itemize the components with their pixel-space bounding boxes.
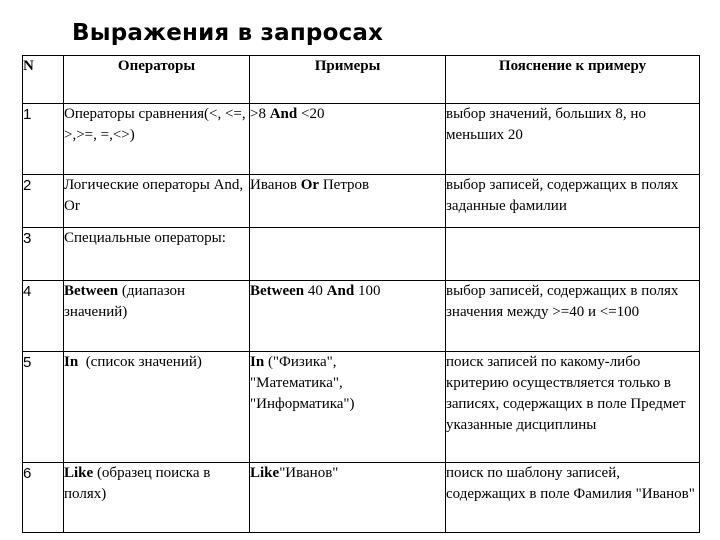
- example-text: "Иванов": [279, 465, 339, 481]
- operator-cell: [64, 175, 250, 228]
- example-keyword: Between: [250, 283, 305, 299]
- operator-cell: [64, 228, 250, 281]
- explanation-cell: выбор записей, содержащих в полях заданные фамилии: [446, 175, 700, 228]
- example-text: <20: [297, 106, 325, 122]
- row-number: 6: [23, 463, 64, 533]
- example-text: "Математика",: [250, 375, 343, 391]
- table-row: [23, 175, 700, 228]
- table-row: [23, 463, 700, 533]
- operator-cell: [64, 352, 250, 463]
- row-number: 5: [23, 352, 64, 463]
- operator-text: Специальные операторы:: [64, 230, 226, 246]
- example-text: 40: [304, 283, 327, 299]
- example-cell: [250, 228, 446, 281]
- example-cell: [250, 104, 446, 175]
- operator-text: (диапазон значений): [64, 283, 186, 320]
- operator-text: Логические операторы And, Or: [64, 177, 244, 214]
- operator-cell: [64, 281, 250, 352]
- example-text: >8: [250, 106, 270, 122]
- example-keyword: And: [269, 106, 298, 122]
- header-examples: Примеры: [250, 56, 446, 104]
- operator-keyword: Between: [64, 283, 119, 299]
- header-n: N: [23, 56, 64, 104]
- table-row: [23, 228, 700, 281]
- explanation-cell: выбор записей, содержащих в полях значения между >=40 и <=100: [446, 281, 700, 352]
- example-text: Петров: [319, 177, 370, 193]
- example-keyword: In: [250, 354, 265, 370]
- operator-keyword: Like: [64, 465, 94, 481]
- example-keyword: Like: [250, 465, 280, 481]
- operator-cell: [64, 463, 250, 533]
- row-number: 4: [23, 281, 64, 352]
- operator-text: (образец поиска в полях): [64, 465, 211, 502]
- example-text: "Информатика"): [250, 396, 355, 412]
- header-operators: Операторы: [64, 56, 250, 104]
- example-cell: [250, 281, 446, 352]
- table-row: [23, 281, 700, 352]
- slide-title: Выражения в запросах: [72, 20, 384, 46]
- table-header-row: [23, 56, 700, 104]
- row-number: 1: [23, 104, 64, 175]
- operators-table: [22, 55, 700, 533]
- example-text: ("Физика",: [264, 354, 337, 370]
- example-cell: [250, 352, 446, 463]
- example-text: 100: [354, 283, 381, 299]
- table-row: [23, 104, 700, 175]
- example-cell: [250, 463, 446, 533]
- operator-text: (список значений): [78, 354, 202, 370]
- row-number: 3: [23, 228, 64, 281]
- operator-keyword: In: [64, 354, 79, 370]
- table-row: [23, 352, 700, 463]
- explanation-cell: поиск записей по какому-либо критерию осуществляется только в записях, содержащих в поле Предмет указанные дисциплины: [446, 352, 700, 463]
- example-cell: [250, 175, 446, 228]
- header-explanation: Пояснение к примеру: [446, 56, 700, 104]
- explanation-cell: выбор значений, больших 8, но меньших 20: [446, 104, 700, 175]
- example-text: Иванов: [250, 177, 301, 193]
- explanation-cell: поиск по шаблону записей, содержащих в поле Фамилия "Иванов": [446, 463, 700, 533]
- explanation-cell: [446, 228, 700, 281]
- example-keyword: Or: [300, 177, 320, 193]
- row-number: 2: [23, 175, 64, 228]
- operator-text: Операторы сравнения(<, <=, >,>=, =,<>): [64, 106, 246, 143]
- operator-cell: [64, 104, 250, 175]
- example-keyword: And: [326, 283, 355, 299]
